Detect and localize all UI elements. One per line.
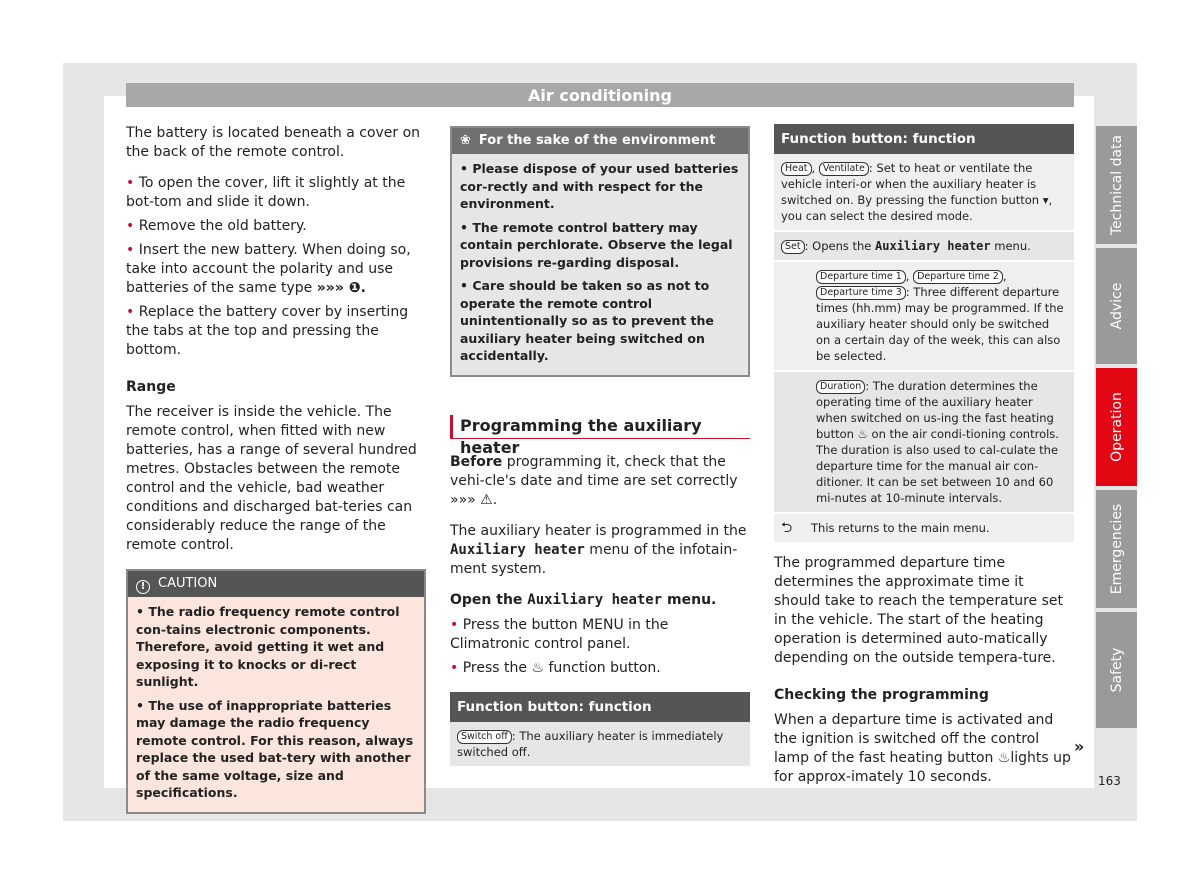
list-item: • Press the button MENU in the Climatronic control panel. (450, 616, 669, 652)
environment-header: ❀ For the sake of the environment (452, 128, 748, 154)
list-item: • Replace the battery cover by inserting the tabs at the top and pressing the bottom. (126, 304, 409, 358)
departure-3-key: Departure time 3 (816, 286, 906, 300)
tab-technical-data[interactable]: Technical data (1096, 126, 1137, 244)
range-text: The receiver is inside the vehicle. The remote control, when fitted with new batteries, has a range of several hundred metres. Obstacles between the remote control and the vehicle, bad weather conditions and discharged bat-teries can considerably reduce the range of the remote control. (126, 404, 417, 553)
programming-text: The auxiliary heater is programmed in the Auxiliary heater menu of the infotain-ment system. (450, 522, 747, 577)
tab-emergencies[interactable]: Emergencies (1096, 490, 1137, 608)
list-item: • Remove the old battery. (126, 218, 307, 234)
function-row: Set : Opens the Auxiliary heater menu. (774, 232, 1074, 262)
before-text: Before programming it, check that the vehi-cle's date and time are set correctly »»» ⚠. (450, 453, 738, 508)
tab-operation[interactable]: Operation (1096, 368, 1137, 486)
departure-2-key: Departure time 2 (913, 270, 1003, 284)
function-table-header: Function button: function (450, 692, 750, 722)
section-title: Programming the auxiliary heater (450, 415, 750, 439)
flower-icon: ❀ (460, 133, 471, 148)
open-menu-heading: Open the Auxiliary heater menu. (450, 591, 717, 608)
tab-safety[interactable]: Safety (1096, 612, 1137, 728)
function-row: Duration : The duration determines the operating time of the auxiliary heater when switched on us-ing the fast heating button ♨ on the air condi-tioning controls. The duration is also used to cal-culate the departure time for the manual air con-ditioner. It can be set between 10 and 60 mi-nutes at 10-minute intervals. (774, 372, 1074, 514)
checking-text: When a departure time is activated and the ignition is switched off the control lamp of the fast heating button ♨lights up for approx-imately 10 seconds. (774, 712, 1071, 785)
caution-item: • The use of inappropriate batteries may damage the radio frequency remote control. For this reason, always replace the used bat-tery with another of the same voltage, size and specifications. (136, 697, 414, 800)
function-row: Departure time 1 , Departure time 2 , Departure time 3 : Three different departure times (hh.mm) may be programmed. If the auxiliary heater should only be switched on a certain day of the week, this can also be selected. (774, 262, 1074, 372)
list-item: • Press the ♨ function button. (450, 659, 661, 676)
list-item: • To open the cover, lift it slightly at the bot-tom and slide it down. (126, 175, 406, 210)
switch-off-key: Switch off (457, 730, 512, 744)
battery-intro: The battery is located beneath a cover on the back of the remote control. (126, 125, 421, 160)
checking-heading: Checking the programming (774, 687, 989, 703)
departure-paragraph: The programmed departure time determines the approximate time it should take to reach the temperature set in the vehicle. The start of the heating operation is determined auto-matically depending on the outside tempera-ture. (774, 555, 1064, 666)
ventilate-key: Ventilate (819, 162, 869, 176)
return-icon: ⮌ (781, 520, 793, 536)
range-heading: Range (126, 379, 176, 395)
environment-item: • Care should be taken so as not to operate the remote control unintentionally so as to prevent the auxiliary heater being switched on accidentally. (460, 278, 714, 363)
function-row: Heat , Ventilate : Set to heat or ventilate the vehicle interi-or when the auxiliary heater is switched on. By pressing the function button ▾, you can select the desired mode. (774, 154, 1074, 232)
reference-icon: »»» ❶. (316, 280, 366, 296)
caution-header: ! CAUTION (128, 571, 424, 597)
page-title: Air conditioning (126, 83, 1074, 107)
function-table-header: Function button: function (774, 124, 1074, 154)
column-left (126, 124, 426, 814)
caution-box (126, 569, 426, 814)
caution-item: • The radio frequency remote control con-tains electronic components. Therefore, avoid getting it wet and exposing it to knocks or di-rect sunlight. (136, 604, 400, 689)
continue-mark: » (1074, 737, 1085, 756)
environment-box (450, 126, 750, 377)
set-key: Set (781, 240, 805, 254)
list-item: • Insert the new battery. When doing so, take into account the polarity and use batteries of the same type »»» ❶. (126, 242, 411, 296)
page-number: 163 (1098, 774, 1121, 788)
duration-key: Duration (816, 380, 865, 394)
heat-key: Heat (781, 162, 812, 176)
function-row: ⮌ This returns to the main menu. (774, 514, 1074, 544)
function-row: Switch off : The auxiliary heater is immediately switched off. (450, 722, 750, 768)
environment-item: • The remote control battery may contain perchlorate. Observe the legal provisions re-garding disposal. (460, 219, 733, 270)
caution-icon: ! (136, 580, 150, 594)
tab-advice[interactable]: Advice (1096, 248, 1137, 364)
environment-item: • Please dispose of your used batteries cor-rectly and with respect for the environment. (460, 161, 739, 211)
column-middle (450, 124, 750, 768)
departure-1-key: Departure time 1 (816, 270, 906, 284)
column-right (774, 124, 1074, 799)
